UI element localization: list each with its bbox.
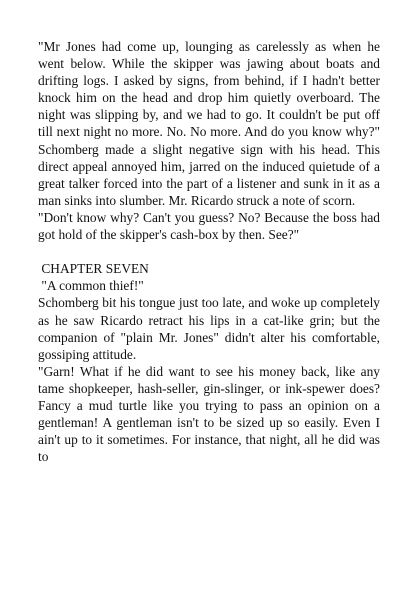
blank-line bbox=[38, 243, 380, 260]
paragraph: "Mr Jones had come up, lounging as carelessly as when he went below. While the skipper was jawing about boats and drifting logs. I asked by signs, from behind, if I hadn't better knock him on the head and drop him quietly overboard. The night was slipping by, and we had to go. It couldn't be put off till next night no more. No. No more. And do you know why?" Schomberg made a slight negative sign with his head. This direct appeal annoyed him, jarred on the induced quietude of a great talker forced into the part of a listener and sunk in it as a man sinks into slumber. Mr. Ricardo struck a note of scorn. bbox=[38, 39, 380, 208]
chapter-heading: CHAPTER SEVEN bbox=[38, 261, 149, 277]
paragraph: "Don't know why? Can't you guess? No? Because the boss had got hold of the skipper's cash-box by then. See?" bbox=[38, 209, 380, 243]
chapter-epigraph: "A common thief!" bbox=[38, 278, 144, 294]
paragraph: "Garn! What if he did want to see his money back, like any tame shopkeeper, hash-seller, gin-slinger, or ink-spewer does? Fancy a mud turtle like you trying to pass an opinion on a gentleman! A gentleman isn't to be sized up so easily. Even I ain't up to it sometimes. For instance, that night, all he did was to bbox=[38, 363, 380, 465]
paragraph: Schomberg bit his tongue just too late, and woke up completely as he saw Ricardo retract his lips in a cat-like grin; but the companion of "plain Mr. Jones" didn't alter his comfortable, gossiping attitude. bbox=[38, 295, 380, 362]
document-page bbox=[38, 38, 380, 465]
